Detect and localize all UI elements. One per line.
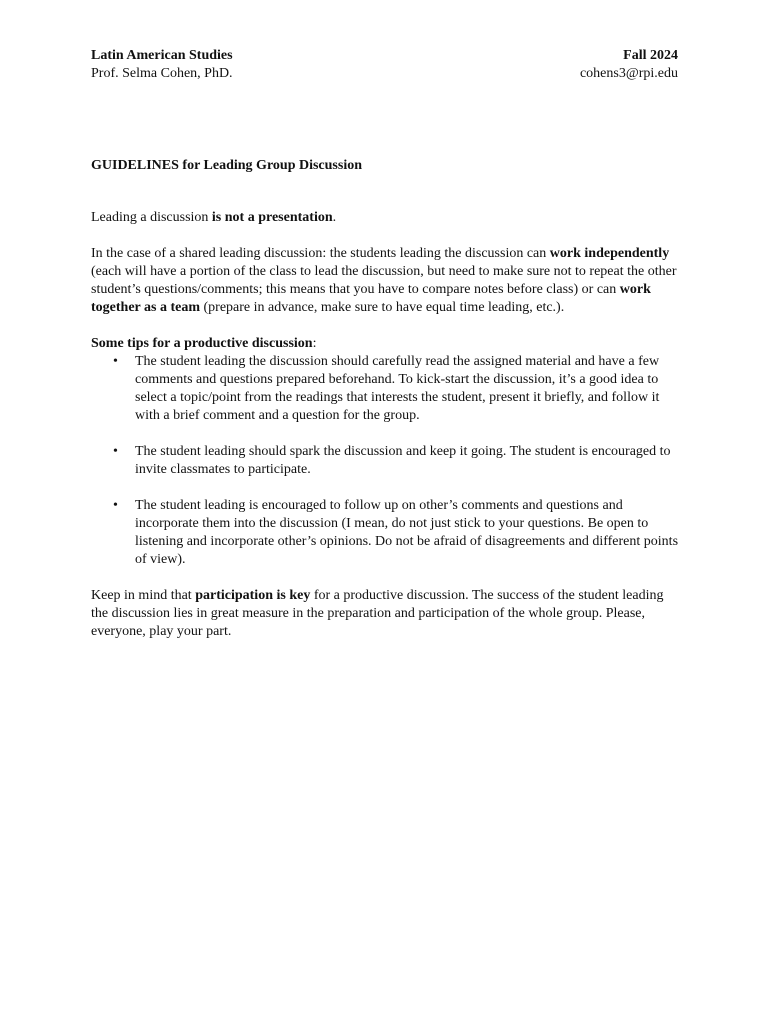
intro-emphasis: is not a presentation — [211, 210, 333, 225]
list-item-text: The student leading should spark the discussion and keep it going. The student is encouraged to invite classmates to participate. — [135, 444, 671, 477]
list-item — [91, 443, 678, 479]
list-item-text: The student leading the discussion should carefully read the assigned material and have a few comments and questions prepared beforehand. To kick-start the discussion, it’s a good idea to select a topic/point from the readings that interests the student, present it briefly, and follow it with a brief comment and a question for the group. — [135, 354, 660, 423]
instructor-name: Prof. Selma Cohen, PhD. — [91, 66, 233, 81]
intro-suffix: . — [332, 210, 337, 225]
list-item — [91, 497, 678, 569]
document-title: GUIDELINES for Leading Group Discussion — [91, 158, 362, 173]
header-row-top — [91, 47, 678, 65]
tips-heading-suffix: : — [312, 336, 317, 351]
term: Fall 2024 — [623, 48, 678, 63]
tips-heading-text: Some tips for a productive discussion — [91, 336, 313, 351]
shared-text-1: In the case of a shared leading discussion: the students leading the discussion can — [91, 246, 550, 261]
instructor-email: cohens3@rpi.edu — [579, 66, 678, 81]
bullet-icon: • — [113, 498, 118, 513]
tips-heading — [91, 335, 678, 353]
list-item — [91, 353, 678, 425]
shared-emphasis-2: work together as a team — [91, 282, 651, 315]
closing-text-2: for a productive discussion. The success of the student leading the discussion lies in great measure in the preparation and participation of the whole group. Please, everyone, play your part. — [91, 588, 664, 639]
closing-paragraph — [91, 587, 678, 641]
closing-text-1: Keep in mind that — [91, 588, 196, 603]
shared-text-2: (each will have a portion of the class to lead the discussion, but need to make sure not to repeat the other student’s questions/comments; this means that you have to compare notes before class) or can — [91, 264, 677, 297]
bullet-icon: • — [113, 444, 118, 459]
shared-text-3: (prepare in advance, make sure to have equal time leading, etc.). — [200, 300, 565, 315]
tips-list — [91, 353, 678, 569]
list-item-text: The student leading is encouraged to follow up on other’s comments and questions and incorporate them into the discussion (I mean, do not just stick to your questions. Be open to listening and incorporate other’s opinions. Do not be afraid of disagreements and different points of view). — [135, 498, 679, 567]
intro-paragraph — [91, 209, 678, 227]
shared-discussion-paragraph — [91, 245, 678, 317]
closing-emphasis: participation is key — [195, 588, 311, 603]
header-row-bottom — [91, 65, 678, 83]
intro-text: Leading a discussion — [91, 210, 212, 225]
shared-emphasis-1: work independently — [549, 246, 670, 261]
bullet-icon: • — [113, 354, 118, 369]
course-name: Latin American Studies — [91, 48, 233, 63]
document-page — [91, 47, 678, 641]
